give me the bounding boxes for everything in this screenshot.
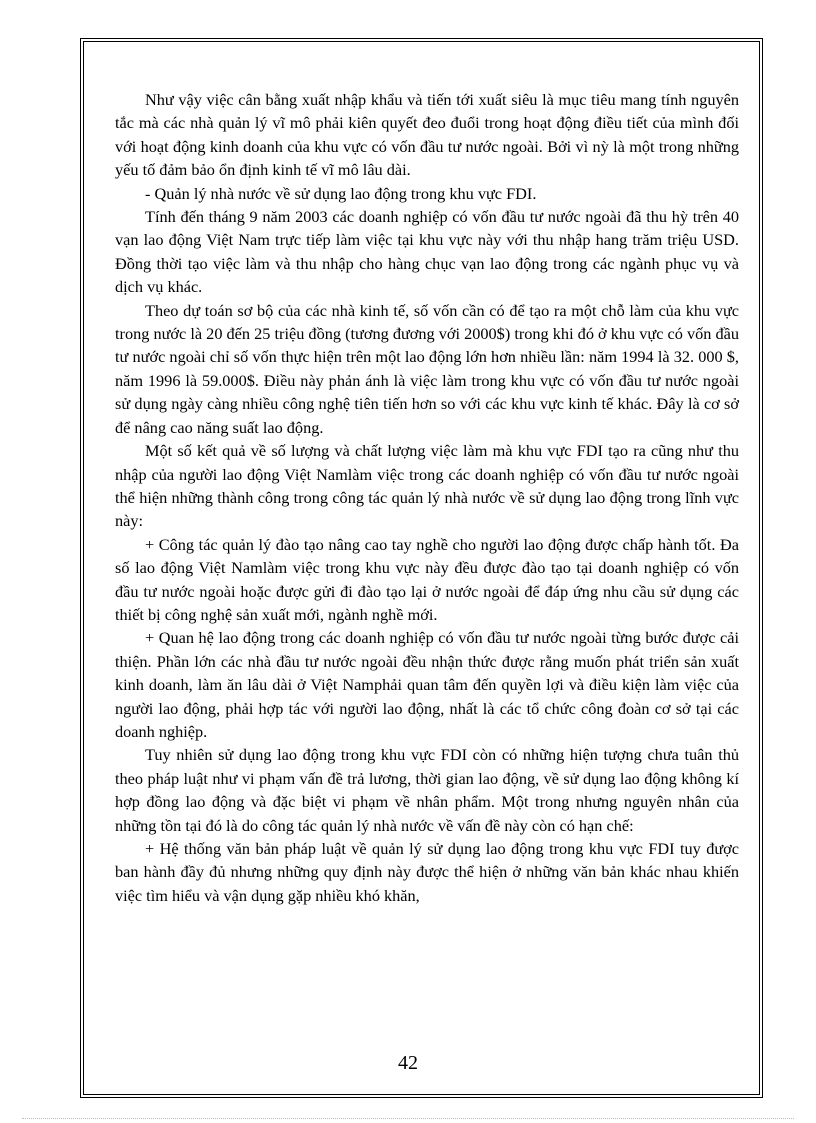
- bottom-divider: [22, 1118, 794, 1119]
- document-body: [115, 88, 739, 907]
- paragraph-4: Theo dự toán sơ bộ của các nhà kinh tế, số vốn cần có để tạo ra một chỗ làm của khu vực trong nước là 20 đến 25 triệu đồng (tương đương với 2000$) trong khi đó ở khu vực có vốn đầu tư nước ngoài chỉ số vốn thực hiện trên một lao động lớn hơn nhiều lần: năm 1994 là 32. 000 $, năm 1996 là 59.000$. Điều này phản ánh là việc làm trong khu vực có vốn đầu tư nước ngoài sử dụng ngày càng nhiều công nghệ tiên tiến hơn so với các khu vực kinh tế khác. Đây là cơ sở để nâng cao năng suất lao động.: [115, 300, 739, 437]
- paragraph-9: + Hệ thống văn bản pháp luật về quản lý sử dụng lao động trong khu vực FDI tuy được ban hành đầy đủ nhưng những quy định này được thể hiện ở những văn bản khác nhau khiến việc tìm hiểu và vận dụng gặp nhiều khó khăn,: [115, 839, 739, 905]
- paragraph-1: Như vậy việc cân bằng xuất nhập khẩu và tiến tới xuất siêu là mục tiêu mang tính nguyên tắc mà các nhà quản lý vĩ mô phải kiên quyết đeo đuổi trong hoạt động điều tiết của mình đối với hoạt động kinh doanh của khu vực có vốn đầu tư nước ngoài. Bởi vì nỳ là một trong những yếu tố đảm bảo ổn định kinh tế vĩ mô lâu dài.: [115, 90, 739, 180]
- paragraph-6: + Công tác quản lý đào tạo nâng cao tay nghề cho người lao động được chấp hành tốt. Đa số lao động Việt Namlàm việc trong khu vực này đều được đào tạo tại doanh nghiệp có vốn đầu tư nước ngoài hoặc được gửi đi đào tạo lại ở nước ngoài để đáp ứng nhu cầu sử dụng các thiết bị công nghệ sản xuất mới, ngành nghề mới.: [115, 534, 739, 624]
- paragraph-3: Tính đến tháng 9 năm 2003 các doanh nghiệp có vốn đầu tư nước ngoài đã thu hỳ trên 40 vạn lao động Việt Nam trực tiếp làm việc tại khu vực này với thu nhập hang trăm triệu USD. Đồng thời tạo việc làm và thu nhập cho hàng chục vạn lao động trong các ngành phục vụ và dịch vụ khác.: [115, 207, 739, 297]
- paragraph-8: Tuy nhiên sử dụng lao động trong khu vực FDI còn có những hiện tượng chưa tuân thủ theo pháp luật như vi phạm vấn đề trả lương, thời gian lao động, về sử dụng lao động không kí hợp đồng lao động và đặc biệt vi phạm về nhân phẩm. Một trong nhưng nguyên nhân của những tồn tại đó là do công tác quản lý nhà nước về vấn đề này còn có hạn chế:: [115, 745, 739, 835]
- section-heading-labor: - Quản lý nhà nước về sử dụng lao động trong khu vực FDI.: [145, 183, 537, 203]
- paragraph-5: Một số kết quả về số lượng và chất lượng việc làm mà khu vực FDI tạo ra cũng như thu nhập của người lao động Việt Namlàm việc trong các doanh nghiệp có vốn đầu tư nước ngoài thể hiện những thành công trong công tác quản lý nhà nước về sử dụng lao động trong lĩnh vực này:: [115, 441, 739, 531]
- page-number: 42: [398, 1052, 418, 1074]
- paragraph-7: + Quan hệ lao động trong các doanh nghiệp có vốn đầu tư nước ngoài từng bước được cải thiện. Phần lớn các nhà đầu tư nước ngoài đều nhận thức được rằng muốn phát triển sản xuất kinh doanh, làm ăn lâu dài ở Việt Namphải quan tâm đến quyền lợi và điều kiện làm việc của người lao động, phải hợp tác với người lao động, nhất là các tổ chức công đoàn cơ sở tại các doanh nghiệp.: [115, 628, 739, 741]
